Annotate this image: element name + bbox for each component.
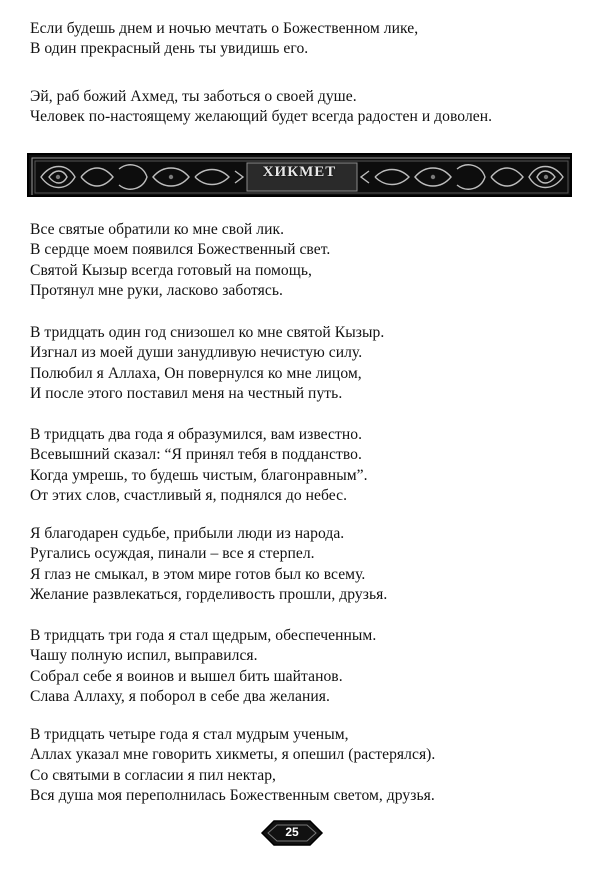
verse-line: Если будешь днем и ночью мечтать о Божественном лике,	[30, 20, 419, 37]
verse-line: Все святые обратили ко мне свой лик.	[30, 221, 285, 238]
verse-line: Со святыми в согласии я пил нектар,	[30, 766, 276, 784]
verse-line: Я благодарен судьбе, прибыли люди из народа.	[30, 525, 345, 542]
verse-line: Слава Аллаху, я поборол в себе два желания.	[30, 688, 330, 706]
page-number-badge	[258, 818, 326, 848]
verse-line: От этих слов, счастливый я, поднялся до небес.	[30, 487, 348, 505]
stanza-top-2	[30, 87, 590, 128]
stanza-3	[30, 425, 590, 507]
verse-line: Эй, раб божий Ахмед, ты заботься о своей душе.	[30, 88, 357, 105]
ornament-title: ХИКМЕТ	[262, 164, 337, 180]
stanza-2	[30, 323, 590, 405]
verse-line: Всевышний сказал: “Я принял тебя в подданство.	[30, 446, 362, 464]
verse-line: Желание развлекаться, горделивость прошли, друзья.	[30, 586, 388, 604]
verse-line: Полюбил я Аллаха, Он повернулся ко мне лицом,	[30, 364, 362, 382]
verse-line: Протянул мне руки, ласково заботясь.	[30, 282, 283, 300]
verse-line: Человек по-настоящему желающий будет всегда радостен и доволен.	[30, 108, 493, 126]
stanza-1	[30, 220, 590, 302]
verse-line: Чашу полную испил, выправился.	[30, 647, 258, 665]
verse-line: Когда умрешь, то будешь чистым, благонравным”.	[30, 466, 368, 484]
verse-line: Собрал себе я воинов и вышел бить шайтанов.	[30, 667, 343, 685]
stanza-6	[30, 725, 590, 807]
verse-line: В тридцать один год снизошел ко мне святой Кызыр.	[30, 324, 385, 341]
page-number: 25	[285, 825, 299, 839]
verse-line: Святой Кызыр всегда готовый на помощь,	[30, 261, 312, 279]
verse-line: Изгнал из моей души занудливую нечистую силу.	[30, 344, 363, 362]
verse-line: И после этого поставил меня на честный путь.	[30, 385, 343, 403]
stanza-4	[30, 524, 590, 606]
verse-line: В один прекрасный день ты увидишь его.	[30, 40, 309, 58]
stanza-5	[30, 626, 590, 708]
verse-line: В тридцать три года я стал щедрым, обеспеченным.	[30, 627, 377, 644]
verse-line: Я глаз не смыкал, в этом мире готов был ко всему.	[30, 565, 366, 583]
verse-line: Аллах указал мне говорить хикметы, я опешил (растерялся).	[30, 746, 436, 764]
verse-line: В тридцать четыре года я стал мудрым ученым,	[30, 726, 349, 743]
verse-line: Ругались осуждая, пинали – все я стерпел.	[30, 545, 315, 563]
verse-line: В сердце моем появился Божественный свет.	[30, 241, 331, 259]
verse-line: Вся душа моя переполнилась Божественным светом, друзья.	[30, 787, 435, 805]
verse-line: В тридцать два года я образумился, вам известно.	[30, 426, 363, 443]
stanza-top-1	[30, 19, 590, 60]
ornament-banner	[27, 153, 572, 197]
